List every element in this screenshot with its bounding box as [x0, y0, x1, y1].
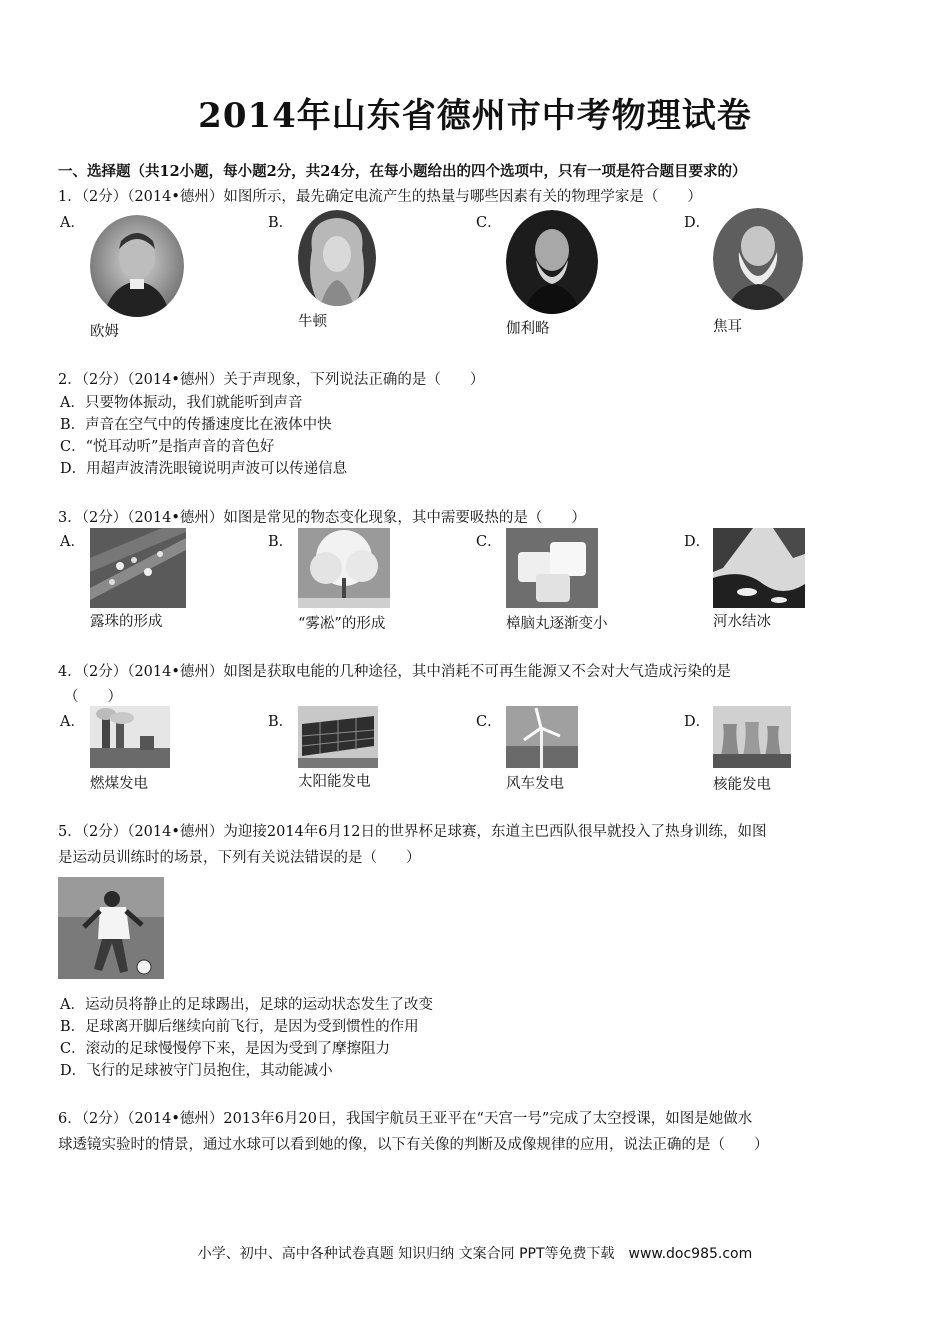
footer-text: 小学、初中、高中各种试卷真题 知识归纳 文案合同 PPT等免费下载 www.doc985.com [197, 1246, 753, 1262]
q5-option-c: C．滚动的足球慢慢停下来，是因为受到了摩擦阻力 [60, 1041, 391, 1057]
q3-letter-c: C． [476, 534, 502, 550]
q4-caption-d: 核能发电 [713, 777, 771, 793]
q1-caption-b: 牛顿 [298, 314, 327, 330]
q3-caption-b: “雾凇”的形成 [298, 616, 386, 632]
q1-portrait-joule [713, 208, 803, 310]
q4-letter-a: A． [60, 714, 85, 730]
q1-letter-a: A． [60, 215, 85, 231]
q3-letter-a: A． [60, 534, 85, 550]
q3-image-camphor [506, 528, 598, 608]
q3-image-rime [298, 528, 390, 608]
q1-stem: 1．（2分）（2014•德州）如图所示，最先确定电流产生的热量与哪些因素有关的物理学家是（ ） [58, 189, 702, 205]
q3-caption-a: 露珠的形成 [90, 614, 163, 630]
q3-stem: 3．（2分）（2014•德州）如图是常见的物态变化现象，其中需要吸热的是（ ） [58, 510, 586, 526]
q1-portrait-ohm [90, 215, 184, 317]
q5-option-b: B．足球离开脚后继续向前飞行，是因为受到惯性的作用 [60, 1019, 419, 1035]
q3-image-river-ice [713, 528, 805, 608]
q4-stem: 4．（2分）（2014•德州）如图是获取电能的几种途径，其中消耗不可再生能源又不会对大气造成污染的是 [58, 664, 731, 680]
q2-option-d: D．用超声波清洗眼镜说明声波可以传递信息 [60, 461, 348, 477]
q4-letter-d: D． [684, 714, 711, 730]
q1-letter-d: D． [684, 215, 711, 231]
q1-caption-d: 焦耳 [713, 319, 742, 335]
q2-option-c: C．“悦耳动听”是指声音的音色好 [60, 439, 275, 455]
page-title: 2014年山东省德州市中考物理试卷 [198, 96, 752, 136]
q4-caption-b: 太阳能发电 [298, 774, 371, 790]
q4-caption-c: 风车发电 [506, 776, 564, 792]
q2-option-b: B．声音在空气中的传播速度比在液体中快 [60, 417, 332, 433]
q2-stem: 2．（2分）（2014•德州）关于声现象，下列说法正确的是（ ） [58, 372, 485, 388]
q6-stem-line2: 球透镜实验时的情景，通过水球可以看到她的像，以下有关像的判断及成像规律的应用，说法正确的是（ ） [58, 1137, 769, 1153]
q4-image-coal-plant [90, 706, 170, 768]
q3-image-dew [90, 528, 186, 608]
q1-caption-c: 伽利略 [506, 321, 550, 337]
q4-caption-a: 燃煤发电 [90, 776, 148, 792]
q1-letter-b: B． [268, 215, 294, 231]
q5-stem-line2: 是运动员训练时的场景，下列有关说法错误的是（ ） [58, 850, 421, 866]
q1-portrait-newton [298, 210, 376, 306]
q1-portrait-galileo [506, 210, 598, 314]
q3-letter-b: B． [268, 534, 294, 550]
q4-image-nuclear [713, 706, 791, 768]
q3-caption-d: 河水结冰 [713, 614, 771, 630]
section-header: 一、选择题（共12小题，每小题2分，共24分，在每小题给出的四个选项中，只有一项是符合题目要求的） [58, 163, 747, 180]
q4-stem-cont: （ ） [64, 689, 122, 705]
q6-stem-line1: 6．（2分）（2014•德州）2013年6月20日，我国宇航员王亚平在“天宫一号”完成了太空授课，如图是她做水 [58, 1111, 753, 1127]
q3-caption-c: 樟脑丸逐渐变小 [506, 616, 608, 632]
q4-image-solar [298, 706, 378, 768]
q5-option-a: A．运动员将静止的足球踢出，足球的运动状态发生了改变 [60, 997, 433, 1013]
q5-stem-line1: 5．（2分）（2014•德州）为迎接2014年6月12日的世界杯足球赛，东道主巴西队很早就投入了热身训练，如图 [58, 824, 767, 840]
q4-image-windmill [506, 706, 578, 768]
q5-image-football-player [58, 877, 164, 979]
q1-letter-c: C． [476, 215, 502, 231]
q4-letter-b: B． [268, 714, 294, 730]
q3-letter-d: D． [684, 534, 711, 550]
q1-caption-a: 欧姆 [90, 324, 119, 340]
q4-letter-c: C． [476, 714, 502, 730]
q5-option-d: D．飞行的足球被守门员抱住，其动能减小 [60, 1063, 333, 1079]
q2-option-a: A．只要物体振动，我们就能听到声音 [60, 395, 303, 411]
